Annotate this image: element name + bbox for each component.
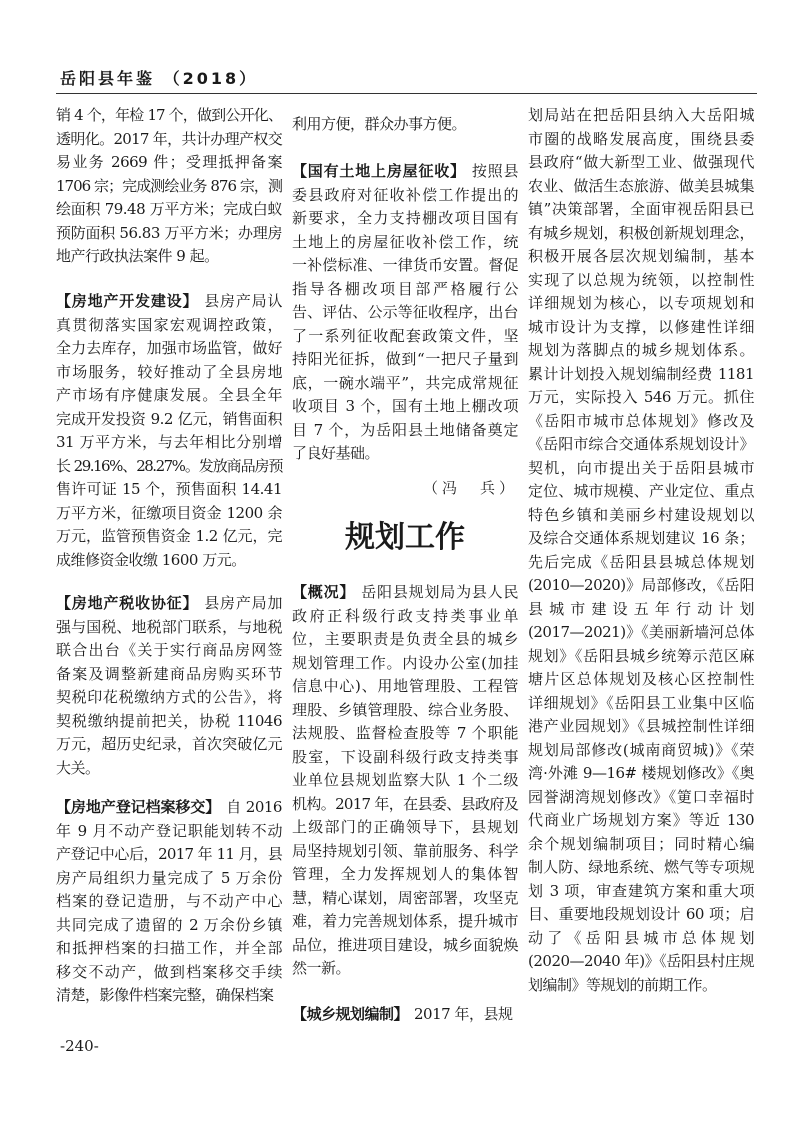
- text-line: 动了《岳阳县城市总体规划: [528, 928, 754, 947]
- paragraph-heading: 【城乡规划编制】: [292, 1005, 409, 1023]
- text-line: 清楚，影像件档案完整，确保档案: [56, 986, 274, 1004]
- text-line: 共同完成了遗留的 2 万余份乡镇: [56, 915, 282, 934]
- text-line: [56, 592, 282, 616]
- text-line: 备案及调整新建商品房购买环节: [56, 664, 282, 683]
- text-line: 产市场有序健康发展。全县全年: [56, 386, 282, 404]
- text-line: 港产业园规划》《县城控制性详细: [528, 717, 754, 735]
- text-line: 政府正科级行政支持类事业单: [292, 606, 518, 625]
- text-line: 告、评估、公示等征收程序，出台: [292, 303, 518, 321]
- text-line: 湾·外滩 9—16# 楼规划修改》《奥: [528, 764, 754, 782]
- text-line: (2010—2020)》局部修改，《岳阳: [528, 576, 754, 594]
- section-title: 规划工作: [345, 520, 465, 555]
- text-line: 先后完成《岳阳县县城总体规划: [528, 552, 754, 571]
- section-paragraph: [56, 796, 282, 1008]
- text-line: 大关。: [56, 758, 100, 777]
- text-line: 档案的登记造册，与不动产中心: [56, 892, 282, 910]
- text-line: 房产局组织力量完成了 5 万余份: [56, 868, 282, 887]
- text-line: 委县政府对征收补偿工作提出的: [292, 185, 518, 204]
- text-line: 县政府“做大新型工业、做强现代: [528, 153, 754, 171]
- paragraph-text: 县房产局加: [204, 594, 282, 612]
- text-line: 收项目 3 个，国有土地上棚改项: [292, 397, 518, 415]
- text-line: 了一系列征收配套政策文件，坚: [292, 326, 518, 345]
- text-line: 股室，下设副科级行政支持类事: [292, 747, 518, 766]
- paragraph: [56, 104, 282, 269]
- text-line: 然一新。: [292, 959, 351, 977]
- text-line: 法规股、监督检查股等 7 个职能: [292, 724, 518, 742]
- text-line: 强与国税、地税部门联系，与地税: [56, 617, 282, 636]
- text-line: 完成开发投资 9.2 亿元，销售面积: [56, 409, 282, 428]
- text-line: 累计计划投入规划编制经费 1181: [528, 364, 754, 383]
- text-line: 品位，推进项目建设，城乡面貌焕: [292, 935, 518, 954]
- text-line: 镇”决策部署，全面审视岳阳县已: [528, 200, 754, 218]
- paragraph: [528, 104, 754, 997]
- text-line: 年 9 月不动产登记职能划转不动: [56, 821, 282, 840]
- text-line: 余个规划编制项目；同时精心编: [528, 834, 754, 853]
- text-line: 了良好基础。: [292, 444, 380, 462]
- text-line: 万元，实际投入 546 万元。抓住: [528, 388, 754, 406]
- text-line: 长 29.16%、28.27%。发放商品房预: [56, 456, 282, 475]
- text-line: 售许可证 15 个，预售面积 14.41: [56, 480, 282, 498]
- text-line: 规划》《岳阳县城乡统筹示范区麻: [528, 646, 754, 665]
- paragraph-text: 岳阳县规划局为县人民: [361, 583, 518, 601]
- text-line: 目、重要地段规划设计 60 项；启: [528, 905, 754, 923]
- paragraph-heading: 【房地产税收协征】: [56, 594, 199, 612]
- text-line: 及综合交通体系规划建议 16 条；: [528, 529, 754, 547]
- section-paragraph: [292, 160, 518, 466]
- text-line: 指导各棚改项目部严格履行公: [292, 279, 518, 298]
- text-line: 成维修资金收缴 1600 万元。: [56, 550, 246, 569]
- page-number: -240-: [60, 1037, 99, 1055]
- text-line: 全力去库存，加强市场监管，做好: [56, 339, 282, 357]
- text-line: 契税印花税缴纳方式的公告》，将: [56, 688, 282, 706]
- text-line: 持阳光征拆，做到“一把尺子量到: [292, 350, 518, 368]
- text-line: 划编制》等规划的前期工作。: [528, 975, 717, 994]
- text-line: 难，着力完善规划体系，提升城市: [292, 912, 518, 930]
- text-line: 真贯彻落实国家宏观调控政策，: [56, 315, 282, 334]
- text-line: 局坚持规划引领、靠前服务、科学: [292, 841, 518, 860]
- text-line: 利用方便，群众办事方便。: [292, 115, 467, 133]
- text-line: 万元，监管预售资金 1.2 亿元，完: [56, 527, 282, 545]
- text-line: 移交不动产，做到档案移交手续: [56, 962, 282, 981]
- text-line: [56, 796, 282, 820]
- text-line: 新要求，全力支持棚改项目国有: [292, 209, 518, 227]
- paragraph-heading: 【国有土地上房屋征收】: [292, 162, 466, 180]
- text-line: 一补偿标准、一律货币安置。督促: [292, 256, 518, 274]
- text-line: [292, 581, 518, 605]
- text-line: 划局站在把岳阳县纳入大岳阳城: [528, 106, 754, 124]
- text-line: (2017—2021)》《美丽新墙河总体: [528, 623, 754, 641]
- text-line: 机构。2017 年，在县委、县政府及: [292, 794, 518, 813]
- text-line: 易业务 2669 件；受理抵押备案: [56, 153, 282, 171]
- text-line: 目 7 个，为岳阳县土地储备奠定: [292, 420, 518, 439]
- paragraph-text: 2017 年，县规: [414, 1005, 513, 1023]
- text-line: 产登记中心后，2017 年 11 月，县: [56, 845, 282, 863]
- author-credit: （冯 兵）: [422, 479, 518, 497]
- text-line: 地产行政执法案件 9 起。: [56, 247, 219, 265]
- paragraph-text: 县房产局认: [204, 292, 282, 310]
- text-line: (2020—2040 年)》《岳阳县村庄规: [528, 952, 754, 970]
- text-line: 《岳阳市城市总体规划》修改及: [528, 411, 754, 430]
- text-line: 园誉湖湾规划修改》《筻口幸福时: [528, 787, 754, 806]
- text-line: 土地上的房屋征收补偿工作，统: [292, 232, 518, 251]
- text-line: 慧，精心谋划，周密部署，攻坚克: [292, 888, 518, 907]
- paragraph-heading: 【概况】: [292, 583, 356, 601]
- text-line: 31 万平方米，与去年相比分别增: [56, 433, 282, 451]
- text-line: 有城乡规划，积极创新规划理念，: [528, 223, 754, 242]
- text-line: 市圈的战略发展高度，围绕县委: [528, 129, 754, 148]
- text-line: 特色乡镇和美丽乡村建设规划以: [528, 505, 754, 524]
- text-line: 《岳阳市综合交通体系规划设计》: [528, 435, 754, 453]
- text-line: [292, 1003, 518, 1027]
- text-line: 联合出台《关于实行商品房网签: [56, 641, 282, 659]
- text-line: 万元，超历史纪录，首次突破亿元: [56, 735, 282, 753]
- text-line: 代商业广场规划方案》等近 130: [528, 811, 754, 829]
- text-line: [292, 160, 518, 184]
- text-line: 位，主要职责是负责全县的城乡: [292, 630, 518, 648]
- text-line: 销 4 个，年检 17 个，做到公开化、: [56, 106, 282, 124]
- section-paragraph: [56, 290, 282, 572]
- paragraph-text: 自 2016: [226, 798, 282, 816]
- text-line: 绘面积 79.48 万平方米；完成白蚁: [56, 200, 282, 218]
- text-line: 县城市建设五年行动计划: [528, 599, 754, 618]
- text-line: 预防面积 56.83 万平方米；办理房: [56, 223, 282, 242]
- text-line: 详细规划》《岳阳县工业集中区临: [528, 693, 754, 712]
- text-line: 规划局部修改(城南商贸城)》《荣: [528, 740, 754, 759]
- text-line: 定位、城市规模、产业定位、重点: [528, 482, 754, 500]
- text-line: 实现了以总规为统领，以控制性: [528, 270, 754, 289]
- section-paragraph: [292, 1003, 518, 1027]
- section-paragraph: [56, 592, 282, 780]
- text-line: 农业、做活生态旅游、做美县城集: [528, 176, 754, 195]
- text-line: [56, 290, 282, 314]
- text-line: 透明化。2017 年，共计办理产权交: [56, 129, 282, 148]
- text-line: 城市设计为支撑，以修建性详细: [528, 317, 754, 336]
- text-line: 万平方米，征缴项目资金 1200 余: [56, 503, 282, 522]
- paragraph: [292, 113, 518, 137]
- text-line: 积极开展各层次规划编制，基本: [528, 247, 754, 265]
- text-line: 业单位县规划监察大队 1 个二级: [292, 771, 518, 789]
- text-line: 规划为落脚点的城乡规划体系。: [528, 341, 754, 359]
- text-line: 制人防、绿地系统、燃气等专项规: [528, 858, 754, 876]
- section-paragraph: [292, 581, 518, 981]
- text-line: 塘片区总体规划及核心区控制性: [528, 670, 754, 688]
- paragraph-heading: 【房地产开发建设】: [56, 292, 199, 310]
- text-line: 信息中心)、用地管理股、工程管: [292, 677, 518, 695]
- text-line: 契机，向市提出关于岳阳县城市: [528, 458, 754, 477]
- text-line: 市场服务，较好推动了全县房地: [56, 362, 282, 381]
- text-line: 契税缴纳提前把关，协税 11046: [56, 711, 282, 730]
- text-line: 理股、乡镇管理股、综合业务股、: [292, 700, 518, 719]
- text-line: 详细规划为核心，以专项规划和: [528, 294, 754, 312]
- text-line: 管理，全力发挥规划人的集体智: [292, 865, 518, 883]
- header-rule: [56, 93, 757, 94]
- text-line: 规划管理工作。内设办公室(加挂: [292, 653, 518, 672]
- paragraph-heading: 【房地产登记档案移交】: [56, 798, 221, 816]
- text-line: 和抵押档案的扫描工作，并全部: [56, 939, 282, 957]
- running-header-title: 岳阳县年鉴 （2018）: [60, 69, 259, 88]
- text-line: 1706 宗；完成测绘业务 876 宗，测: [56, 176, 282, 195]
- text-line: 上级部门的正确领导下，县规划: [292, 818, 518, 836]
- text-line: 底，一碗水端平”，共完成常规征: [292, 373, 518, 392]
- paragraph-text: 按照县: [471, 162, 518, 180]
- text-line: 划 3 项，审查建筑方案和重大项: [528, 881, 754, 900]
